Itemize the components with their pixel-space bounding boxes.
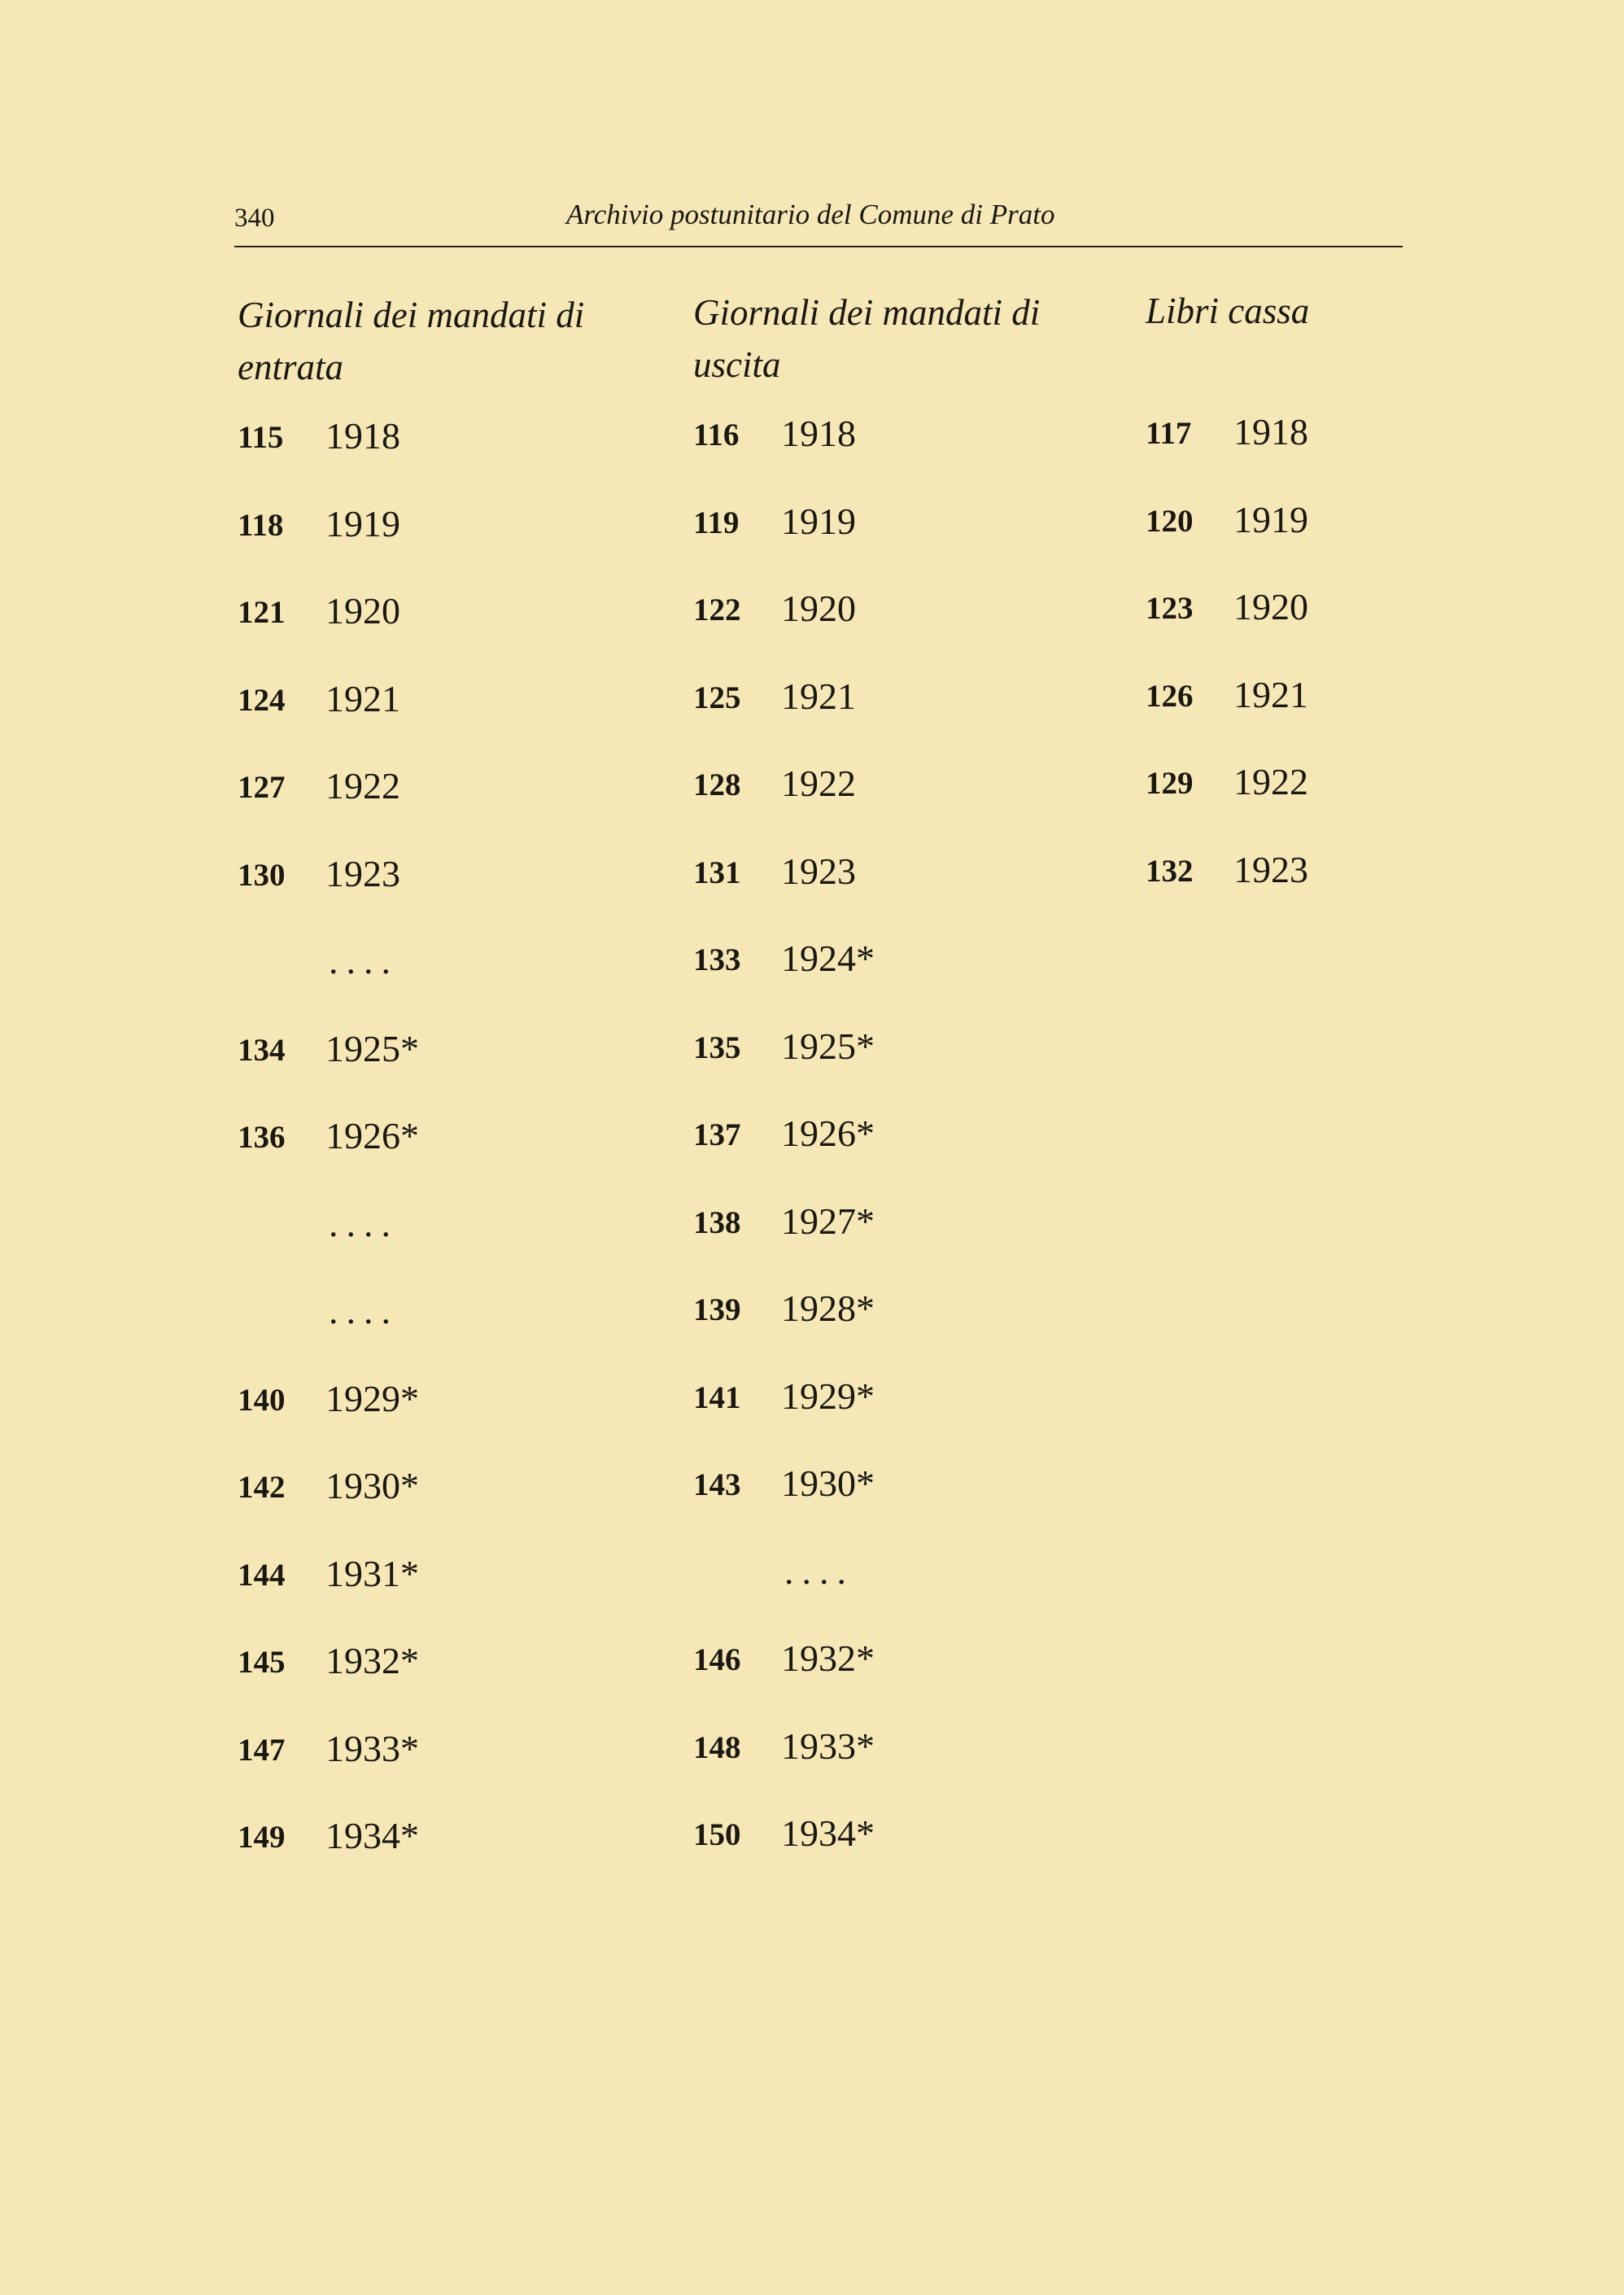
entry-year: 1934* [325,1815,419,1856]
entry-year: 1930* [325,1465,419,1506]
entry-year: 1933* [781,1725,875,1767]
entry-number: 137 [693,1117,741,1152]
column-heading: Libri cassa [1146,291,1310,331]
entry-year: 1923 [325,852,400,894]
entry-list [693,413,1116,1904]
entry-year: 1920 [781,588,856,629]
list-item [693,1725,1116,1817]
entry-number: 116 [693,417,740,452]
list-item [238,1290,661,1382]
list-item [693,938,1116,1029]
list-item [238,1640,661,1732]
list-item [693,1113,1116,1204]
entry-year: 1929* [781,1375,875,1417]
entry-number: 125 [693,680,741,715]
entry-year: 1928* [781,1287,875,1329]
list-item [238,1027,661,1120]
list-item [693,1550,1116,1642]
entry-year: 1920 [325,590,400,632]
entry-year: 1923 [1233,848,1308,890]
entry-number: 150 [693,1817,741,1852]
list-item [1146,848,1414,941]
entry-number: 131 [693,855,741,890]
list-item [238,765,661,857]
list-item [693,1200,1116,1292]
entry-year: 1921 [325,677,400,719]
entry-number: 145 [238,1645,286,1680]
entry-year: 1925* [325,1027,419,1069]
list-item [693,588,1116,680]
list-item [693,675,1116,767]
entry-number: 141 [693,1379,741,1415]
entry-number: 130 [238,857,286,893]
entry-number: 146 [693,1642,741,1677]
entry-year: 1918 [1233,411,1308,452]
running-title: Archivio postunitario del Comune di Prato [566,199,1055,230]
entry-number: 119 [693,505,740,540]
entry-year: 1918 [325,415,400,457]
running-head [234,195,1403,247]
entry-year: 1921 [781,675,856,717]
column-heading: Giornali dei mandati di uscita [693,292,1041,385]
list-item [1146,673,1414,766]
list-item [693,500,1116,592]
entry-list [1146,411,1414,940]
entry-number: 134 [238,1032,286,1068]
list-item [238,1552,661,1645]
entry-year: 1926* [781,1113,875,1154]
list-item [238,852,661,945]
entry-number: 135 [693,1029,741,1065]
entry-number: 123 [1146,591,1194,626]
entry-year: 1922 [325,765,400,807]
entry-number: 139 [693,1292,741,1327]
entry-number: 143 [693,1467,741,1502]
list-item [693,1812,1116,1904]
column-giornali-uscita [693,286,1116,1904]
entry-number: 126 [1146,678,1194,714]
list-item [1146,586,1414,678]
entry-year: 1918 [781,413,856,454]
list-item [238,1727,661,1820]
list-item [238,415,661,507]
list-item [238,1815,661,1907]
entry-number: 140 [238,1382,286,1418]
entry-number: 144 [238,1557,286,1593]
entry-year: 1919 [325,502,400,544]
list-item [693,1637,1116,1729]
list-item [238,1115,661,1207]
entry-year: 1929* [325,1377,419,1419]
entry-number: 147 [238,1732,286,1768]
entry-number: 122 [693,592,741,627]
entry-number: 138 [693,1204,741,1240]
entry-number: 121 [238,595,286,630]
entry-number: 132 [1146,853,1194,889]
entry-year: 1932* [781,1637,875,1679]
list-item [238,940,661,1032]
entry-number: 127 [238,770,286,805]
entry-year: 1927* [781,1200,875,1242]
entry-year: 1921 [1233,673,1308,715]
entry-number: 124 [238,682,286,718]
entry-year: 1925* [781,1025,875,1067]
entry-year: 1926* [325,1115,419,1156]
list-item [693,1025,1116,1117]
list-item [693,1462,1116,1554]
entry-year: 1931* [325,1552,419,1594]
column-heading: Giornali dei mandati di entrata [238,295,585,387]
list-item [1146,761,1414,853]
list-item [1146,498,1414,591]
list-item [1146,411,1414,503]
entry-number: 142 [238,1470,286,1505]
list-item [238,677,661,770]
list-item [238,502,661,595]
list-item [693,1287,1116,1379]
list-item [238,590,661,682]
entry-number: 128 [693,767,741,802]
entry-number: 133 [693,942,741,977]
entry-number: 117 [1146,416,1192,451]
entry-number: 136 [238,1120,286,1155]
entry-number: 148 [693,1729,741,1765]
list-item [693,850,1116,942]
list-item [693,1375,1116,1467]
entry-year: .... [784,1550,854,1592]
entry-year: 1920 [1233,586,1308,627]
entry-number: 115 [238,420,284,455]
list-item [693,763,1116,855]
list-item [238,1202,661,1295]
entry-year: 1924* [781,938,875,979]
entry-year: 1919 [1233,498,1308,540]
entry-year: 1932* [325,1640,419,1681]
entry-year: .... [329,940,399,981]
entry-year: 1923 [781,850,856,892]
entry-year: 1922 [781,763,856,804]
entry-number: 118 [238,507,284,543]
column-giornali-entrata [238,289,661,1907]
list-item [693,413,1116,505]
entry-year: 1933* [325,1727,419,1769]
list-item [238,1465,661,1557]
entry-year: 1934* [781,1812,875,1854]
entry-year: .... [329,1290,399,1331]
entry-number: 149 [238,1820,286,1855]
page-number: 340 [234,203,275,233]
entry-list [238,415,661,1907]
entry-year: 1919 [781,500,856,542]
entry-year: 1930* [781,1462,875,1504]
column-libri-cassa [1146,285,1414,940]
entry-number: 120 [1146,503,1194,539]
list-item [238,1377,661,1470]
entry-year: .... [329,1202,399,1244]
entry-number: 129 [1146,766,1194,801]
entry-year: 1922 [1233,761,1308,802]
